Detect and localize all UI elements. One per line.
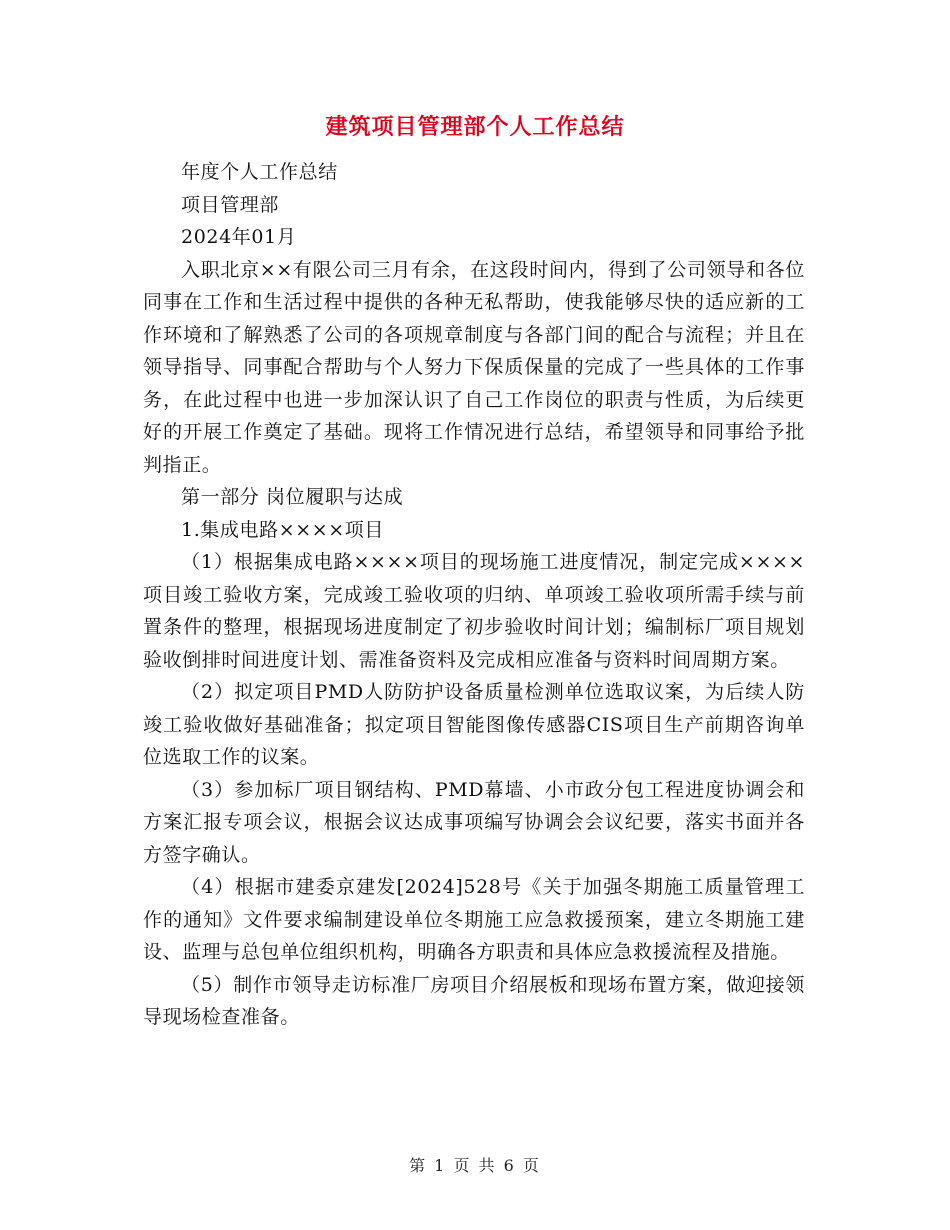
paragraph-date: 2024年01月 xyxy=(181,226,297,248)
list-item: （1）根据集成电路××××项目的现场施工进度情况，制定完成××××项目竣工验收方案，完成竣工验收项的归纳、单项竣工验收项所需手续与前置条件的整理，根据现场进度制定了初步验收时间计划；编制标厂项目规划验收倒排时间进度计划、需准备资料及完成相应准备与资料时间周期方案。 xyxy=(143,551,805,671)
list-item: （2）拟定项目PMD人防防护设备质量检测单位选取议案，为后续人防竣工验收做好基础准备；拟定项目智能图像传感器CIS项目生产前期咨询单位选取工作的议案。 xyxy=(143,681,805,768)
subsection-heading: 1.集成电路××××项目 xyxy=(181,518,385,541)
document-body xyxy=(143,156,805,1034)
page-number-footer: 第 1 页 共 6 页 xyxy=(409,1156,541,1175)
list-item: （4）根据市建委京建发[2024]528号《关于加强冬期施工质量管理工作的通知》文件要求编制建设单位冬期施工应急救援预案，建立冬期施工建设、监理与总包单位组织机构，明确各方职责和具体应急救援流程及措施。 xyxy=(143,876,805,963)
paragraph-department: 项目管理部 xyxy=(181,193,280,216)
paragraph-intro: 入职北京××有限公司三月有余，在这段时间内，得到了公司领导和各位同事在工作和生活过程中提供的各种无私帮助，使我能够尽快的适应新的工作环境和了解熟悉了公司的各项规章制度与各部门间的配合与流程；并且在领导指导、同事配合帮助与个人努力下保质保量的完成了一些具体的工作事务，在此过程中也进一步加深认识了自己工作岗位的职责与性质，为后续更好的开展工作奠定了基础。现将工作情况进行总结，希望领导和同事给予批判指正。 xyxy=(143,258,805,476)
section-heading: 第一部分 岗位履职与达成 xyxy=(181,486,404,508)
document-title: 建筑项目管理部个人工作总结 xyxy=(325,115,625,140)
paragraph-subtitle: 年度个人工作总结 xyxy=(181,161,338,183)
list-item: （5）制作市领导走访标准厂房项目介绍展板和现场布置方案，做迎接领导现场检查准备。 xyxy=(143,973,805,1028)
list-item: （3）参加标厂项目钢结构、PMD幕墙、小市政分包工程进度协调会和方案汇报专项会议，根据会议达成事项编写协调会会议纪要，落实书面并各方签字确认。 xyxy=(143,778,805,866)
